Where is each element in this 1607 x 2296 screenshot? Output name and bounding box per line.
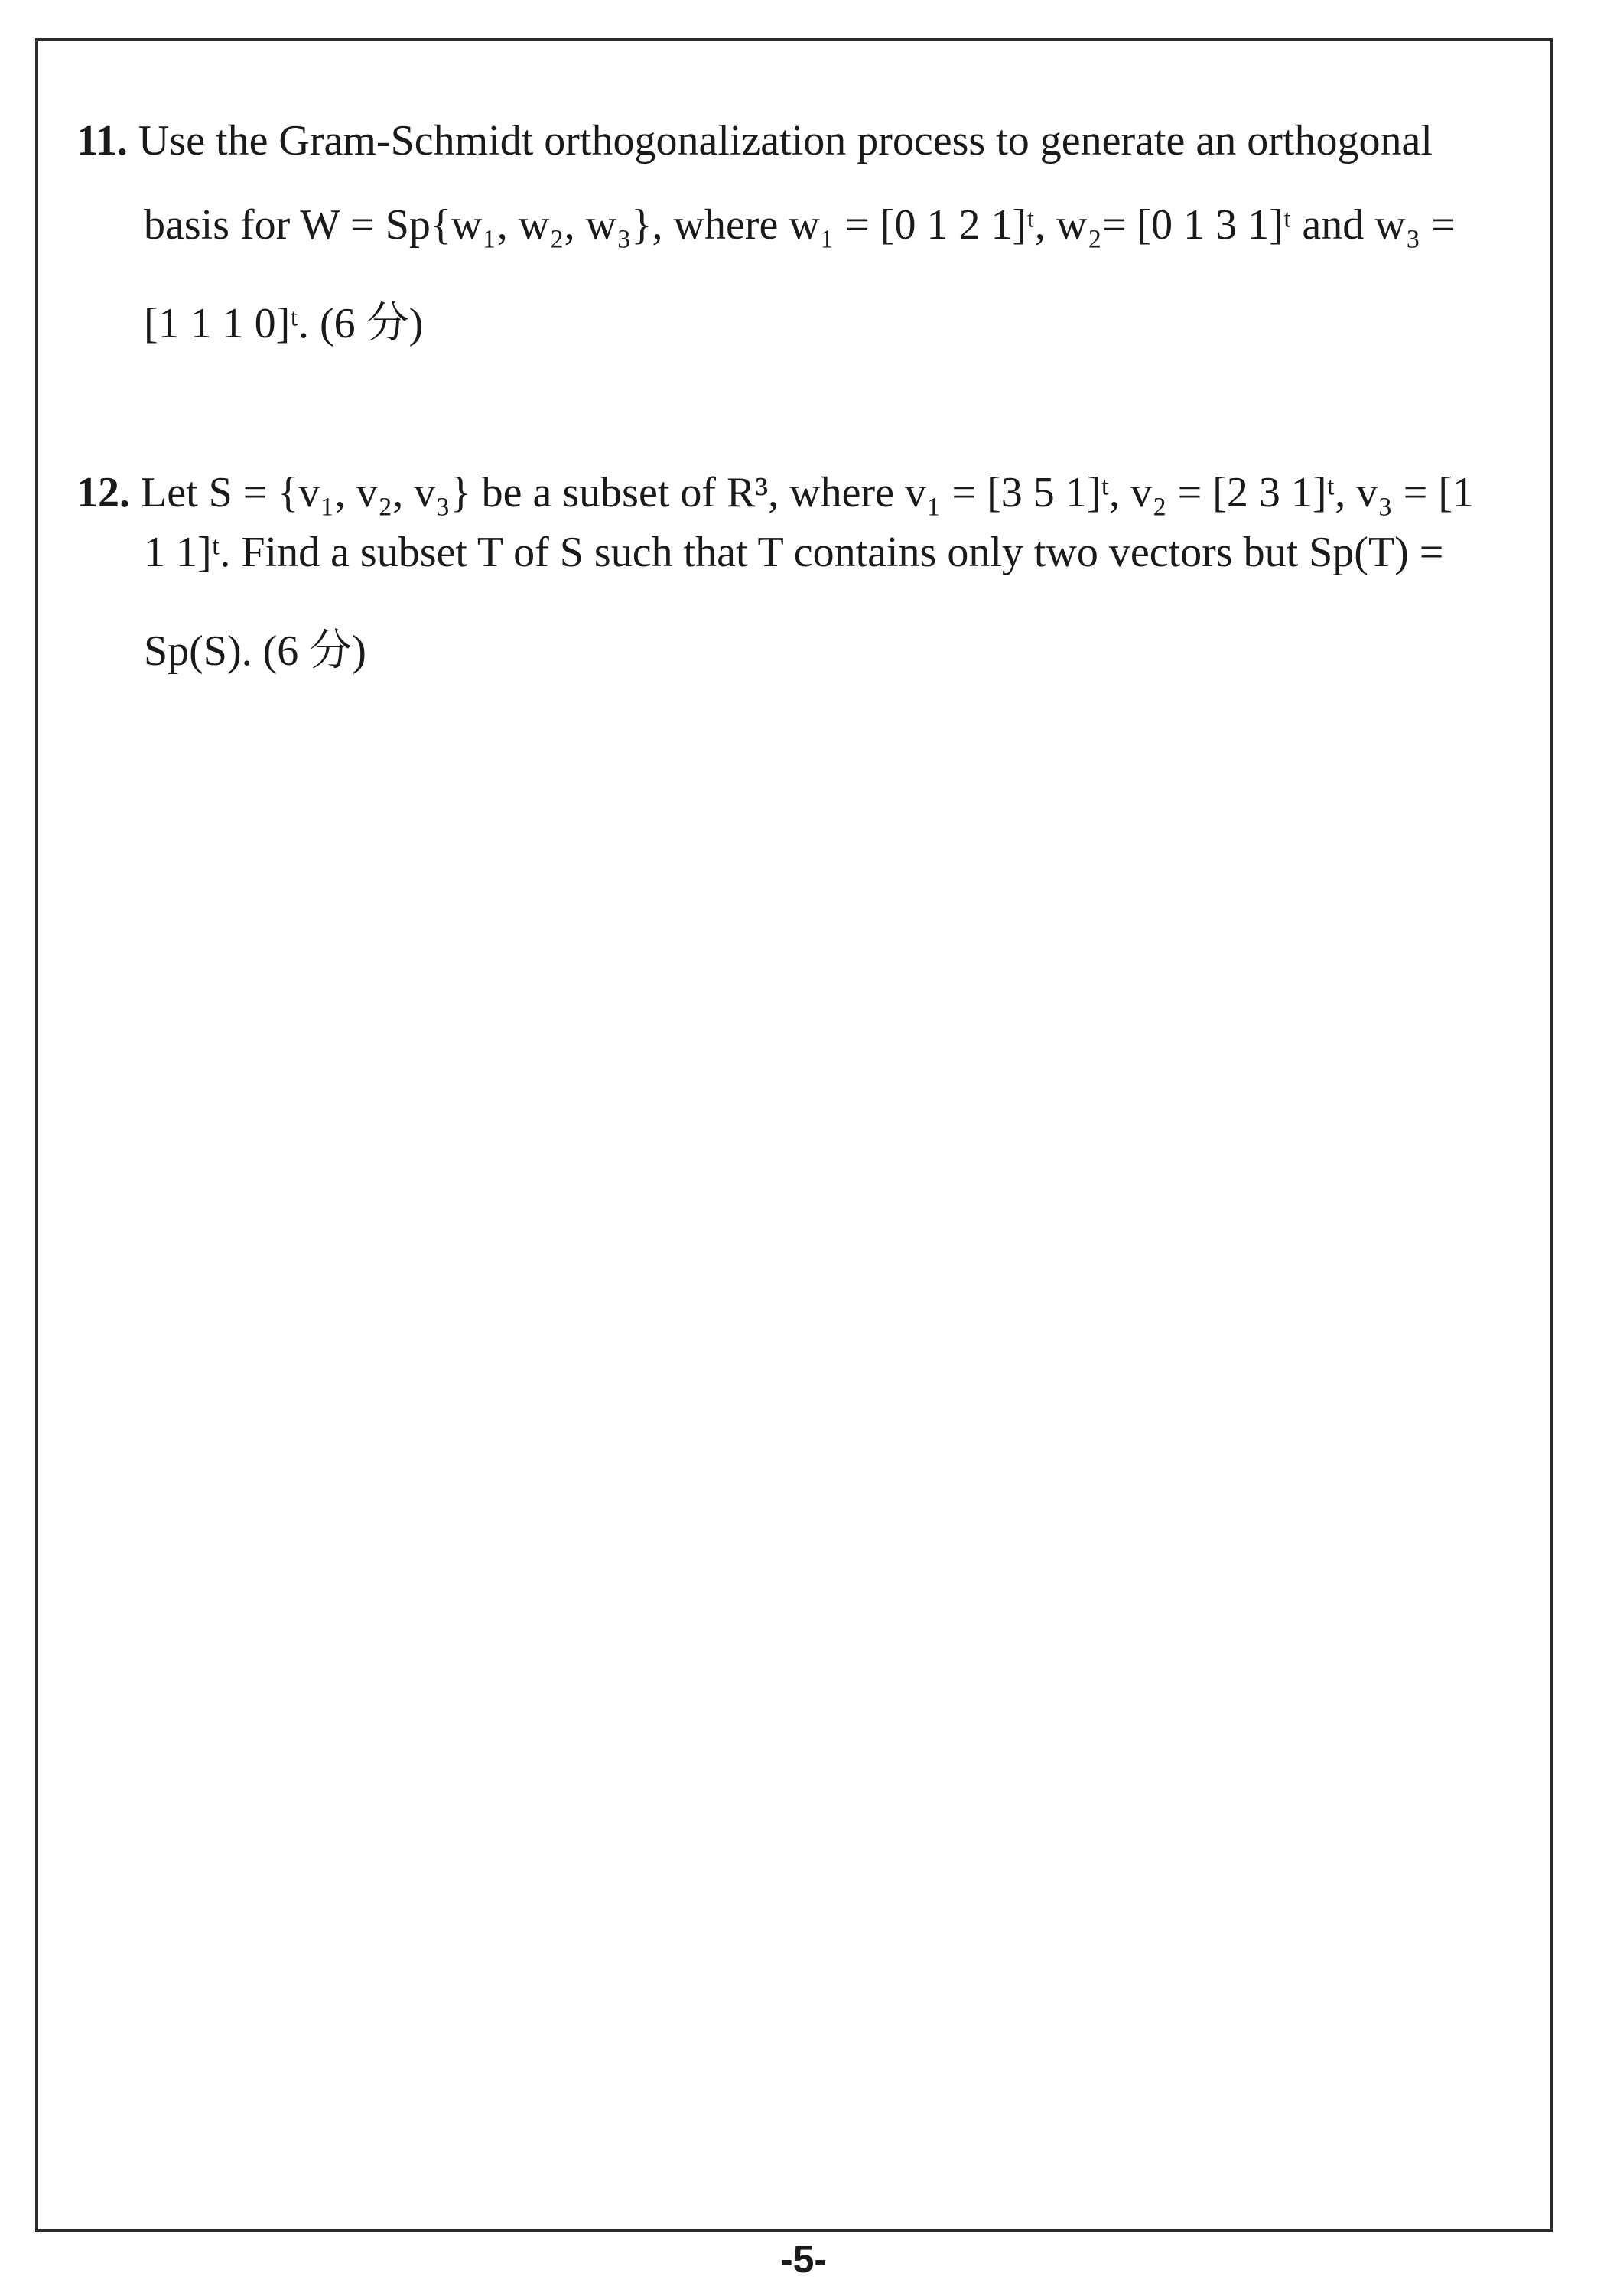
question-12-line-3: Sp(S). (6 分) — [144, 627, 366, 675]
question-text: Let S = {v₁, v₂, v₃} be a subset of R³, where v₁ = [3 5 1]ᵗ, v₂ = [2 3 1]ᵗ, v₃ = [1 — [141, 469, 1474, 516]
question-11-line-3: [1 1 1 0]ᵗ. (6 分) — [144, 300, 424, 347]
question-number: 12. — [76, 469, 130, 516]
exam-page-frame — [35, 38, 1553, 2232]
question-12-line-1 — [76, 468, 1519, 517]
question-number: 11. — [76, 117, 128, 164]
question-12-line-2: 1 1]ᵗ. Find a subset T of S such that T contains only two vectors but Sp(T) = — [144, 529, 1444, 576]
page-number: -5- — [779, 2238, 828, 2281]
question-11-line-2: basis for W = Sp{w₁, w₂, w₃}, where w₁ = [0 1 2 1]ᵗ, w₂= [0 1 3 1]ᵗ and w₃ = — [144, 201, 1456, 249]
question-text: Use the Gram-Schmidt orthogonalization process to generate an orthogonal — [138, 117, 1433, 164]
question-11-line-1 — [76, 116, 1519, 165]
